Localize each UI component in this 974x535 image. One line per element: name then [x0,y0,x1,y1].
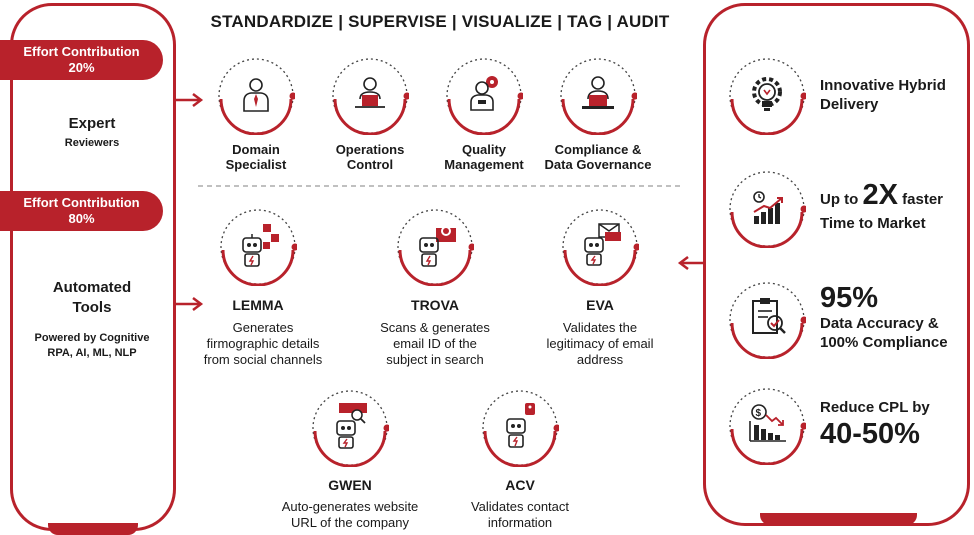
benefit-circle-time-to-market [728,170,806,248]
tool-desc-line: email ID of the [393,336,477,351]
tool-desc-line: subject in search [386,352,484,367]
clipboard-check-icon [750,296,788,336]
role-circle-compliance [559,57,637,135]
automated-title-line1: Automated [52,279,132,296]
tool-circle-trova [396,208,474,286]
role-label-line2: Control [346,157,394,172]
role-label-domain-specialist [206,142,306,172]
tool-desc-line: legitimacy of email [546,336,654,351]
tool-desc-eva [525,320,675,368]
lightbulb-gear-icon [750,77,784,113]
operations-control-icon [353,75,387,111]
role-label-line2: Specialist [225,157,287,172]
expert-effort-value: 20% [68,60,95,75]
role-circle-quality-management [445,57,523,135]
automated-title-line2: Tools [72,299,112,316]
benefit-line1: Reduce CPL by [820,399,930,416]
benefit-line2: Delivery [820,96,879,113]
tool-desc-trova [360,320,510,368]
tool-desc-line: Scans & generates [380,320,490,335]
benefit-circle-reduce-cpl [728,387,806,465]
benefit-data-accuracy [820,282,948,352]
tool-desc-line: Generates [232,320,294,335]
tool-circle-eva [561,208,639,286]
role-label-operations-control [320,142,420,172]
tool-desc-lemma [188,320,338,368]
tool-name-trova: TROVA [411,297,459,313]
domain-specialist-icon [242,77,270,113]
automated-subtitle-line2: RPA, AI, ML, NLP [47,347,137,359]
role-label-quality-management [434,142,534,172]
tool-desc-line: Auto-generates website [281,499,419,514]
benefit-big: 95% [820,282,879,314]
quality-management-icon [468,74,502,112]
tool-name-eva: EVA [586,297,614,313]
automated-effort-value: 80% [68,211,95,226]
tool-circle-lemma [219,208,297,286]
tool-desc-line: URL of the company [290,515,410,530]
acv-bot-icon [503,401,539,449]
benefit-line2: Data Accuracy & [820,315,939,332]
role-circle-operations-control [331,57,409,135]
automated-effort-label: Effort Contribution [23,195,140,210]
eva-bot-icon [583,220,623,266]
role-label-line2: Data Governance [544,157,652,172]
trova-bot-icon [418,222,458,268]
tool-desc-gwen [265,499,435,531]
tool-desc-line: address [576,352,624,367]
expert-effort-label: Effort Contribution [23,44,140,59]
cost-decline-icon [748,403,788,443]
role-circle-domain-specialist [217,57,295,135]
tool-desc-line: Validates the [562,320,638,335]
expert-title: Expert [68,115,116,132]
benefit-circle-hybrid-delivery [728,57,806,135]
role-label-line1: Operations [335,142,405,157]
role-label-compliance [533,142,663,172]
expert-subtitle: Reviewers [64,137,120,149]
growth-chart-icon [750,190,786,226]
role-label-line1: Domain [232,142,280,157]
tool-name-lemma: LEMMA [232,297,284,313]
benefit-big: 40-50% [820,418,920,450]
tool-name-gwen: GWEN [328,477,372,493]
benefit-circle-data-accuracy [728,281,806,359]
svg-text:$: $ [755,408,762,419]
role-label-line1: Compliance & [554,142,642,157]
benefit-big: 2X [862,179,898,211]
tool-desc-line: information [487,515,553,530]
compliance-icon [580,75,616,111]
tool-desc-line: firmographic details [206,336,320,351]
benefit-line1: Innovative Hybrid [820,77,946,94]
benefit-post: faster [902,191,944,208]
benefit-pre: Up to [820,191,859,208]
tool-desc-line: Validates contact [470,499,570,514]
benefit-time-to-market [820,180,943,233]
lemma-bot-icon [241,222,281,268]
benefit-hybrid-delivery [820,76,946,114]
tool-circle-gwen [311,389,389,467]
tool-desc-acv [445,499,595,531]
tool-desc-line: from social channels [203,352,323,367]
page-heading: STANDARDIZE | SUPERVISE | VISUALIZE | TAG | AUDIT [210,12,670,31]
benefit-reduce-cpl [820,399,930,451]
role-label-line1: Quality [461,142,507,157]
benefit-line3: 100% Compliance [820,334,948,351]
role-label-line2: Management [444,157,524,172]
benefit-line2: Time to Market [820,215,926,232]
tool-name-acv: ACV [505,477,535,493]
gwen-bot-icon [331,401,373,449]
automated-subtitle-line1: Powered by Cognitive [34,332,150,344]
tool-circle-acv [481,389,559,467]
